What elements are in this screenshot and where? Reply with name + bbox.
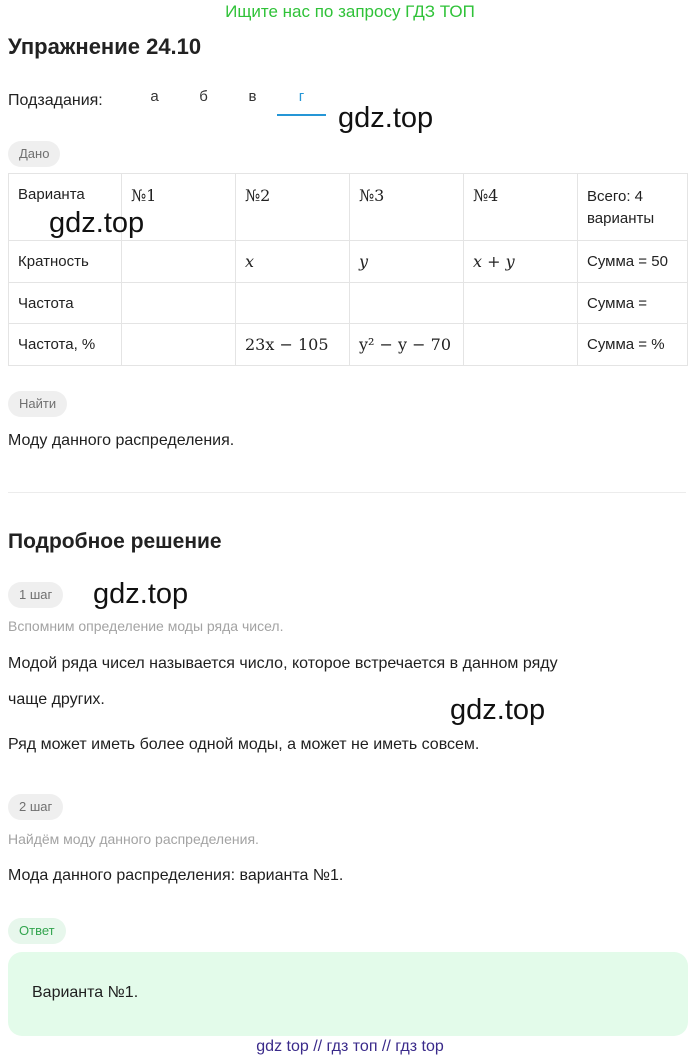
table-cell: [122, 283, 236, 324]
given-badge: Дано: [8, 141, 60, 167]
find-badge: Найти: [8, 391, 67, 417]
table-cell: [464, 324, 578, 366]
table-row: [9, 241, 688, 283]
step-2-hint: Найдём моду данного распределения.: [8, 831, 259, 847]
find-text: Моду данного распределения.: [8, 432, 235, 449]
watermark: gdz.top: [338, 102, 434, 134]
tab-g[interactable]: г: [277, 88, 326, 116]
table-cell: Кратность: [9, 241, 122, 283]
step-1-line-2: чаще других.: [8, 691, 105, 708]
watermark: gdz.top: [49, 207, 145, 239]
table-cell: 23x − 105: [236, 324, 350, 366]
step-1-line-3: Ряд может иметь более одной моды, а может не иметь совсем.: [8, 736, 480, 753]
table-cell: №4: [464, 174, 578, 241]
tab-v[interactable]: в: [248, 88, 257, 105]
table-cell: y: [350, 241, 464, 283]
step-2-line-1: Мода данного распределения: варианта №1.: [8, 867, 344, 884]
solution-title: Подробное решение: [8, 530, 222, 553]
table-cell: [122, 241, 236, 283]
given-table: [8, 173, 688, 366]
table-cell: x + y: [464, 241, 578, 283]
table-cell: y² − y − 70: [350, 324, 464, 366]
table-cell: №3: [350, 174, 464, 241]
search-banner: Ищите нас по запросу ГДЗ ТОП: [225, 2, 475, 21]
table-cell: Сумма = %: [578, 324, 688, 366]
table-cell: №1: [122, 174, 236, 241]
step-1-badge: 1 шаг: [8, 582, 63, 608]
subtask-tabs: [130, 86, 326, 116]
table-cell: [350, 283, 464, 324]
table-cell: [236, 283, 350, 324]
divider: [8, 492, 686, 493]
step-1-line-1: Модой ряда чисел называется число, которое встречается в данном ряду: [8, 655, 558, 672]
table-cell: x: [236, 241, 350, 283]
table-cell: Всего: 4 варианты: [578, 174, 688, 241]
table-cell: Частота, %: [9, 324, 122, 366]
table-cell: №2: [236, 174, 350, 241]
footer-links: gdz top // гдз топ // гдз top: [256, 1038, 444, 1055]
page-title: Упражнение 24.10: [8, 34, 202, 59]
tab-b[interactable]: б: [199, 88, 208, 105]
table-cell: Варианта: [9, 174, 122, 241]
answer-box: [8, 952, 688, 1036]
watermark: gdz.top: [93, 578, 189, 610]
step-1-hint: Вспомним определение моды ряда чисел.: [8, 618, 284, 634]
answer-text: Варианта №1.: [32, 984, 139, 1001]
watermark: gdz.top: [450, 694, 546, 726]
table-cell: [464, 283, 578, 324]
table-cell: Частота: [9, 283, 122, 324]
table-row: [9, 324, 688, 366]
step-2-badge: 2 шаг: [8, 794, 63, 820]
subtasks-label: Подзадания:: [8, 92, 103, 109]
subtasks-nav: [8, 86, 326, 116]
table-cell: Сумма = 50: [578, 241, 688, 283]
answer-badge: Ответ: [8, 918, 66, 944]
table-cell: Сумма =: [578, 283, 688, 324]
table-cell: [122, 324, 236, 366]
tab-a[interactable]: а: [150, 88, 159, 105]
table-row: [9, 283, 688, 324]
